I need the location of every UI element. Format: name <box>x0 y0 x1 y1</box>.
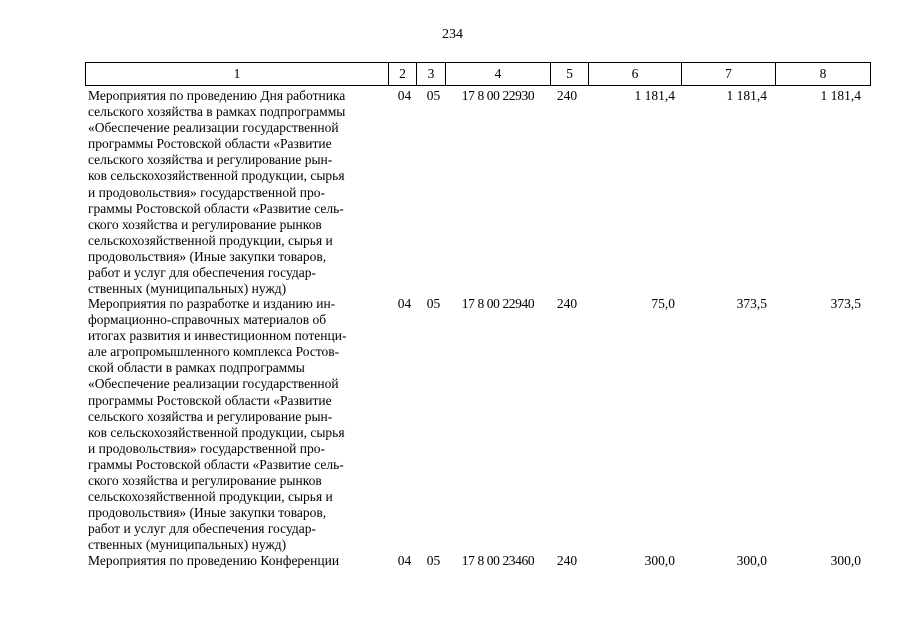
row-expense-type: 240 <box>556 296 578 311</box>
row-amount-col7: 1 181,4 <box>726 88 767 103</box>
row-amount-col6: 300,0 <box>644 553 675 568</box>
row-subsection-code: 05 <box>426 553 441 568</box>
column-number-header <box>85 62 871 86</box>
row-description: Мероприятия по разработке и изданию ин- формационно-справочных материалов об итогах развития и инвестиционном потенци- але агропромышленного комплекса Ростов- ской области в рамках подпрограммы «Обеспечение реализации государственной программы Ростовской области «Развитие сельского хозяйства и регулирование рын- ков сельскохозяйственной продукции, сырья и продовольствия» государственной про- граммы Ростовской области «Развитие сель- ского хозяйства и регулирование рынков сельскохозяйственной продукции, сырья и продовольствия» (Иные закупки товаров, работ и услуг для обеспечения государ- ственных (муниципальных) нужд) <box>88 296 347 553</box>
header-col-3: 3 <box>417 63 446 86</box>
header-col-7: 7 <box>682 63 776 86</box>
row-subsection-code: 05 <box>426 88 441 103</box>
header-col-8: 8 <box>776 63 871 86</box>
row-amount-col6: 75,0 <box>651 296 675 311</box>
header-col-6: 6 <box>589 63 682 86</box>
row-target-article: 17 8 00 22940 <box>461 296 535 311</box>
row-section-code: 04 <box>397 553 412 568</box>
row-section-code: 04 <box>397 296 412 311</box>
row-subsection-code: 05 <box>426 296 441 311</box>
row-amount-col8: 1 181,4 <box>820 88 861 103</box>
row-target-article: 17 8 00 22930 <box>461 88 535 103</box>
row-expense-type: 240 <box>556 553 578 568</box>
header-col-5: 5 <box>551 63 589 86</box>
row-amount-col6: 1 181,4 <box>634 88 675 103</box>
page-number: 234 <box>442 27 463 42</box>
header-col-1: 1 <box>86 63 389 86</box>
row-amount-col8: 373,5 <box>830 296 861 311</box>
row-target-article: 17 8 00 23460 <box>461 553 535 568</box>
row-description: Мероприятия по проведению Дня работника сельского хозяйства в рамках подпрограммы «Обеспечение реализации государственной программы Ростовской области «Развитие сельского хозяйства и регулирование рын- ков сельскохозяйственной продукции, сырья и продовольствия» государственной про- граммы Ростовской области «Развитие сель- ского хозяйства и регулирование рынков сельскохозяйственной продукции, сырья и продовольствия» (Иные закупки товаров, работ и услуг для обеспечения государ- ственных (муниципальных) нужд) <box>88 88 346 297</box>
row-amount-col8: 300,0 <box>830 553 861 568</box>
header-col-2: 2 <box>389 63 417 86</box>
header-col-4: 4 <box>446 63 551 86</box>
row-amount-col7: 300,0 <box>736 553 767 568</box>
row-description: Мероприятия по проведению Конференции <box>88 553 340 568</box>
row-amount-col7: 373,5 <box>736 296 767 311</box>
row-section-code: 04 <box>397 88 412 103</box>
row-expense-type: 240 <box>556 88 578 103</box>
